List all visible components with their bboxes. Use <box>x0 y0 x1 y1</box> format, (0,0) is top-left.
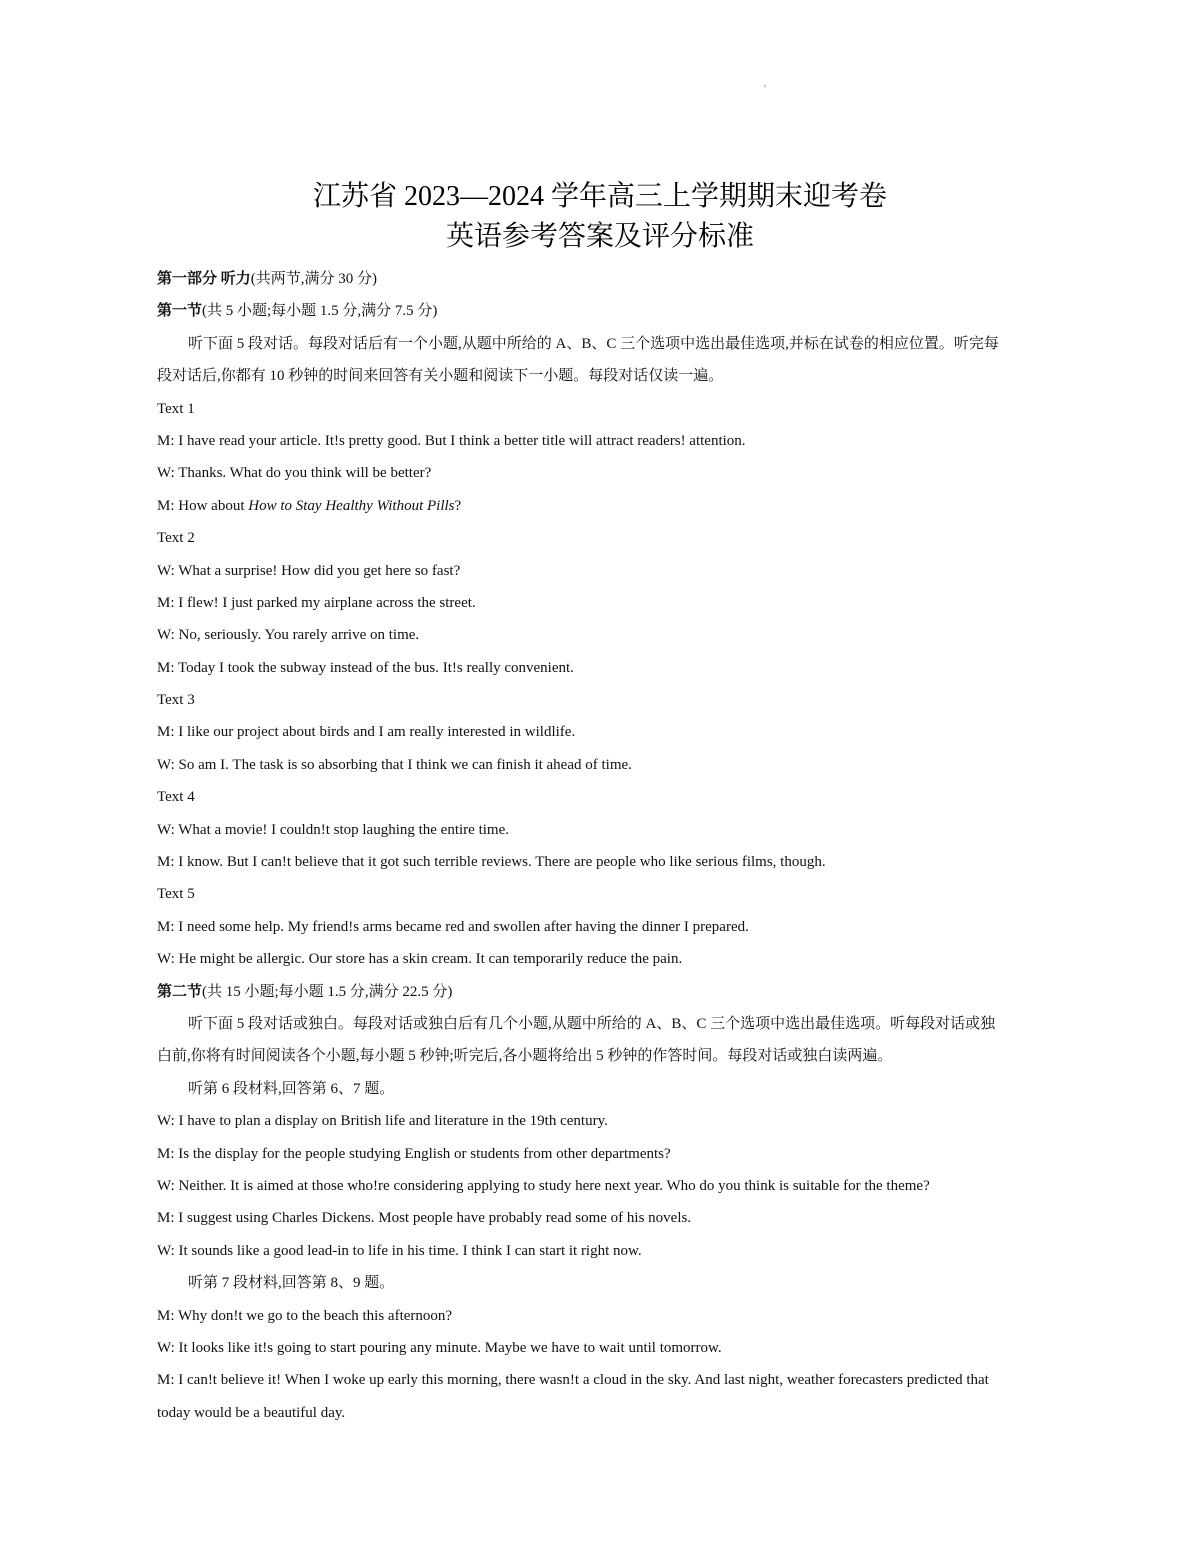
dialogue-line: M: I suggest using Charles Dickens. Most people have probably read some of his novels. <box>157 1210 692 1227</box>
dialogue-line: W: It sounds like a good lead-in to life in his time. I think I can start it right now. <box>157 1242 642 1259</box>
section1-heading: 第一节(共 5 小题;每小题 1.5 分,满分 7.5 分) <box>157 303 438 320</box>
dialogue-line: M: Why don!t we go to the beach this afternoon? <box>157 1307 453 1324</box>
text4-label: Text 4 <box>157 789 195 806</box>
dialogue-line: W: What a movie! I couldn!t stop laughing the entire time. <box>157 821 509 838</box>
document-subtitle: 英语参考答案及评分标准 <box>445 221 754 252</box>
part1-heading: 第一部分 听力(共两节,满分 30 分) <box>157 271 378 287</box>
section2-instruction: 白前,你将有时间阅读各个小题,每小题 5 秒钟;听完后,各小题将给出 5 秒钟的作答时间。每段对话或独白读两遍。 <box>157 1048 893 1065</box>
dialogue-line: W: Neither. It is aimed at those who!re considering applying to study here next year. Who do you think is suitable for the theme? <box>157 1177 930 1194</box>
dialogue-line: M: Is the display for the people studying English or students from other departments? <box>157 1145 671 1162</box>
section1-instruction: 听下面 5 段对话。每段对话后有一个小题,从题中所给的 A、B、C 三个选项中选出最佳选项,并标在试卷的相应位置。听完每 <box>188 335 999 352</box>
text2-label: Text 2 <box>157 530 195 547</box>
dialogue-line: W: It looks like it!s going to start pouring any minute. Maybe we have to wait until tomorrow. <box>157 1339 722 1356</box>
dialogue-line: W: No, seriously. You rarely arrive on time. <box>157 627 420 644</box>
dialogue-line: W: I have to plan a display on British life and literature in the 19th century. <box>157 1113 608 1130</box>
dialogue-line: W: So am I. The task is so absorbing that I think we can finish it ahead of time. <box>157 756 632 773</box>
dialogue-line: W: He might be allergic. Our store has a skin cream. It can temporarily reduce the pain. <box>157 951 683 968</box>
material6-label: 听第 6 段材料,回答第 6、7 题。 <box>188 1080 395 1097</box>
dialogue-line: today would be a beautiful day. <box>157 1404 346 1421</box>
section2-heading: 第二节(共 15 小题;每小题 1.5 分,满分 22.5 分) <box>157 983 453 1000</box>
corner-mark: ' <box>764 84 766 95</box>
text5-label: Text 5 <box>157 886 195 903</box>
document-title: 江苏省 2023—2024 学年高三上学期期末迎考卷 <box>312 181 887 212</box>
dialogue-line: W: What a surprise! How did you get here so fast? <box>157 562 461 579</box>
document-body <box>157 263 1037 1429</box>
article-title-italic: How to Stay Healthy Without Pills <box>248 497 455 514</box>
text1-label: Text 1 <box>157 400 195 417</box>
dialogue-line: M: I have read your article. It!s pretty good. But I think a better title will attract readers! attention. <box>157 432 746 449</box>
material7-label: 听第 7 段材料,回答第 8、9 题。 <box>188 1275 395 1292</box>
dialogue-line: M: I know. But I can!t believe that it got such terrible reviews. There are people who like serious films, though. <box>157 854 826 871</box>
text3-label: Text 3 <box>157 692 195 709</box>
dialogue-line: M: I can!t believe it! When I woke up early this morning, there wasn!t a cloud in the sky. And last night, weather forecasters predicted that <box>157 1372 989 1389</box>
dialogue-line: M: How about How to Stay Healthy Without Pills? <box>157 497 462 514</box>
section2-instruction: 听下面 5 段对话或独白。每段对话或独白后有几个小题,从题中所给的 A、B、C 三个选项中选出最佳选项。听每段对话或独 <box>188 1015 996 1032</box>
dialogue-line: W: Thanks. What do you think will be better? <box>157 465 432 482</box>
section1-instruction: 段对话后,你都有 10 秒钟的时间来回答有关小题和阅读下一小题。每段对话仅读一遍。 <box>157 368 724 385</box>
dialogue-line: M: I need some help. My friend!s arms became red and swollen after having the dinner I prepared. <box>157 918 749 935</box>
dialogue-line: M: I like our project about birds and I am really interested in wildlife. <box>157 724 576 741</box>
dialogue-line: M: I flew! I just parked my airplane across the street. <box>157 594 476 611</box>
dialogue-line: M: Today I took the subway instead of the bus. It!s really convenient. <box>157 659 574 676</box>
